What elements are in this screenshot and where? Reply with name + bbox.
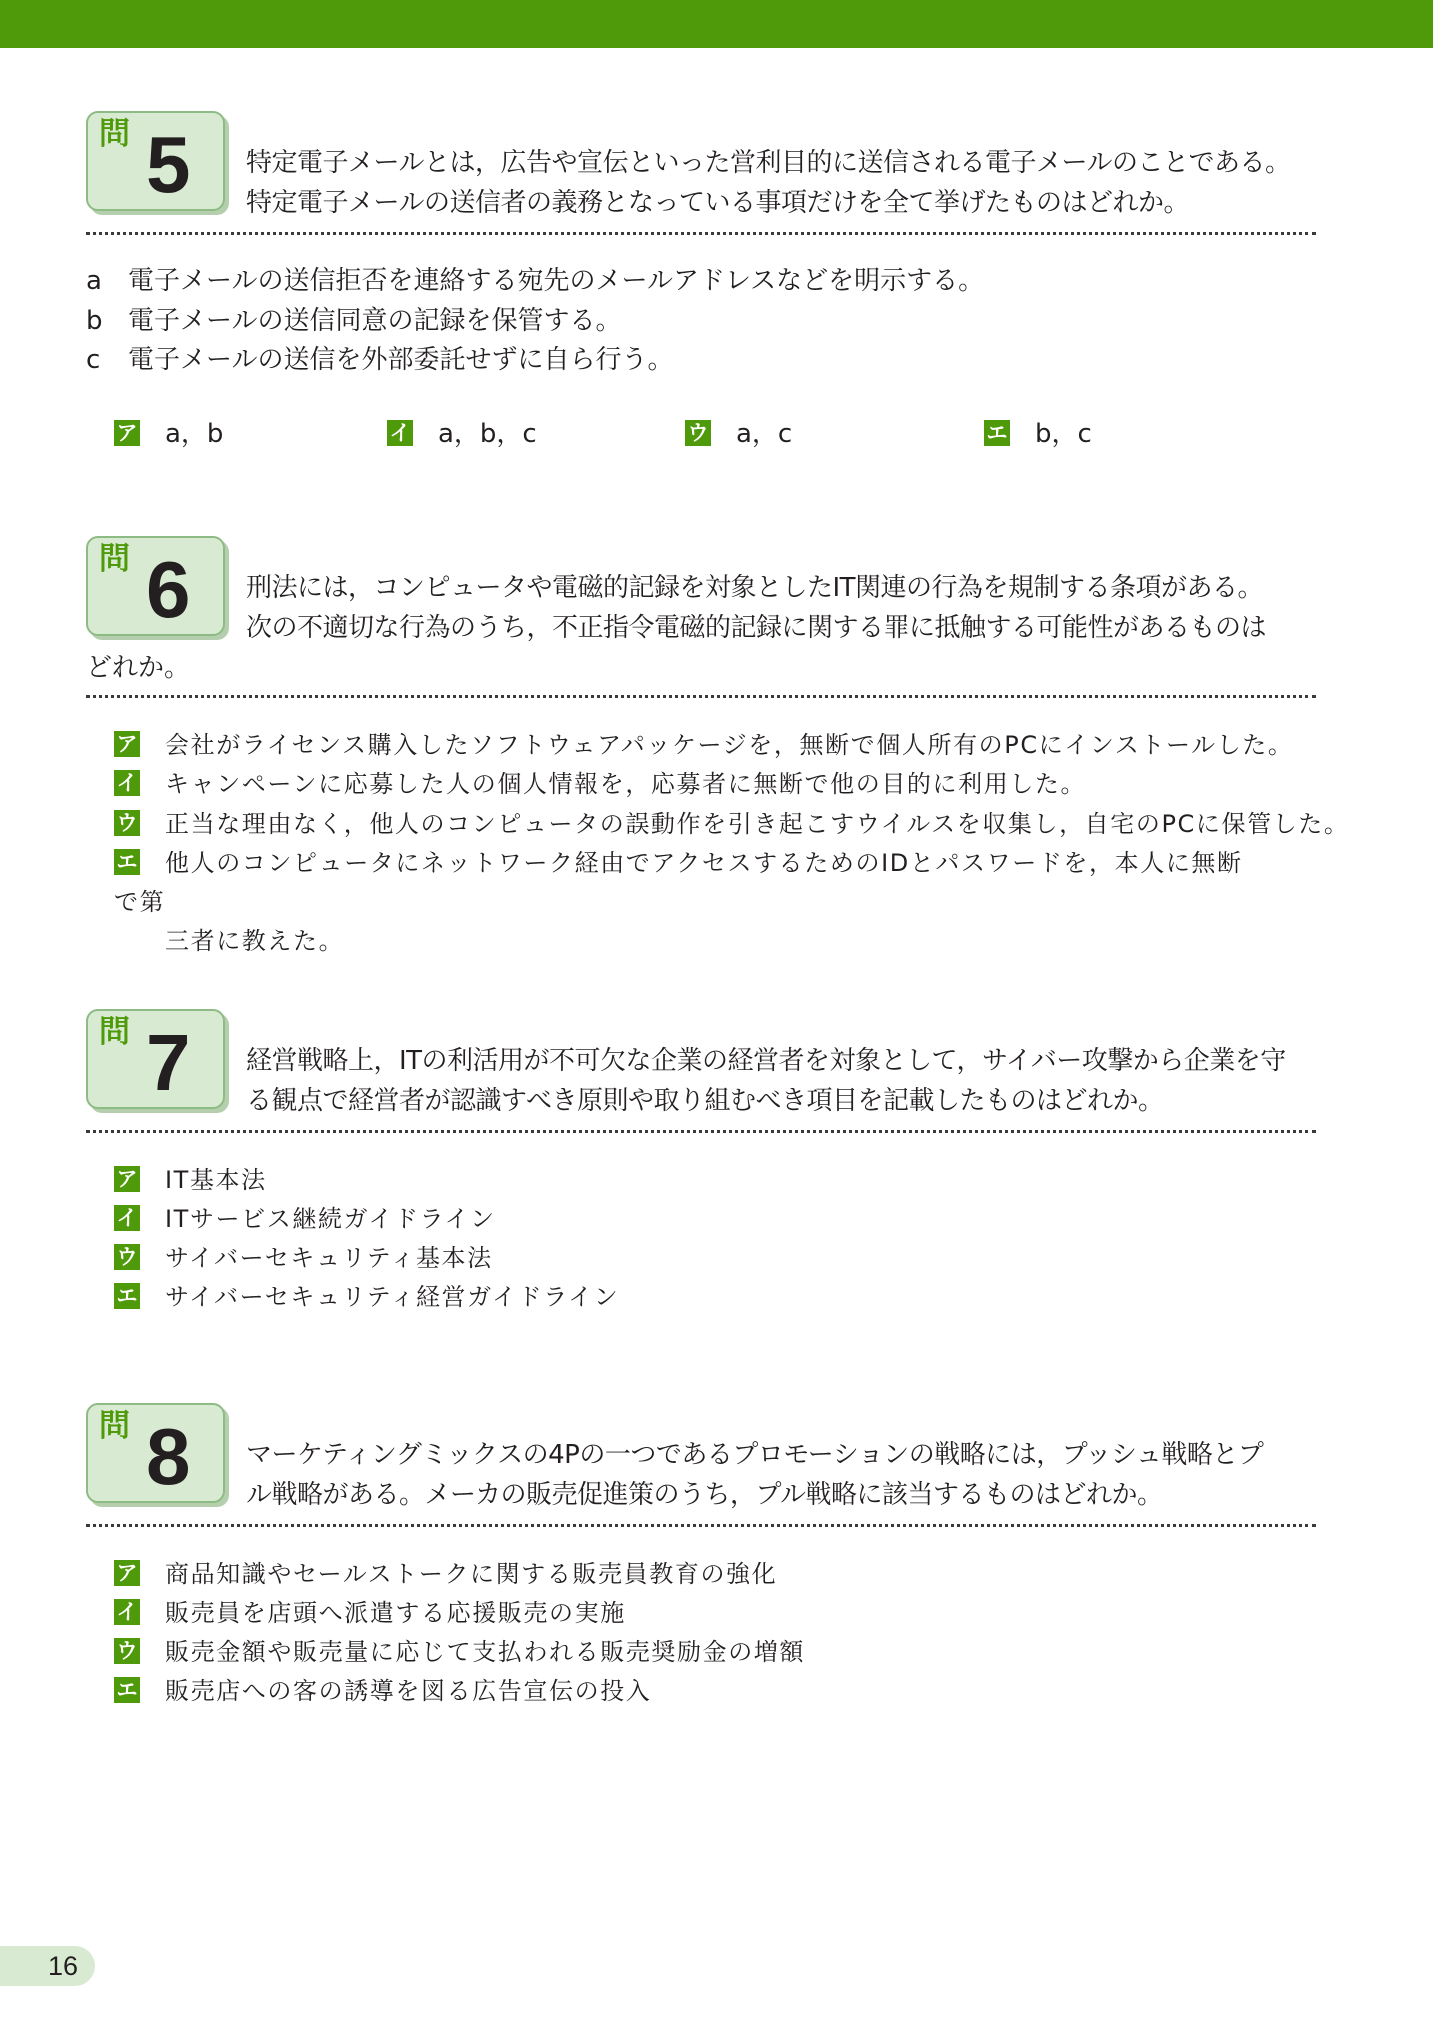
choice-u[interactable]: ウ 販売金額や販売量に応じて支払われる販売奨励金の増額 bbox=[114, 1633, 805, 1672]
question-number-badge bbox=[86, 1403, 225, 1503]
question-text-line: 経営戦略上，ITの利活用が不可欠な企業の経営者を対象として，サイバー攻撃から企業を守 bbox=[246, 1046, 1286, 1076]
top-header-band bbox=[0, 0, 1433, 48]
choice-a[interactable]: ア 商品知識やセールストークに関する販売員教育の強化 bbox=[114, 1555, 777, 1594]
question-badge-label: 問 bbox=[99, 1408, 130, 1444]
statement-a: a 電子メールの送信拒否を連絡する宛先のメールアドレスなどを明示する。 bbox=[86, 266, 985, 296]
question-text-line: 特定電子メールの送信者の義務となっている事項だけを全て挙げたものはどれか。 bbox=[246, 188, 1189, 218]
question-badge-label: 問 bbox=[99, 541, 130, 577]
choice-mark: ア bbox=[114, 1166, 140, 1192]
choice-i[interactable]: イ 販売員を店頭へ派遣する応援販売の実施 bbox=[114, 1594, 626, 1633]
answer-choices bbox=[114, 414, 1214, 454]
statement-b: b 電子メールの送信同意の記録を保管する。 bbox=[86, 306, 622, 336]
question-number: 8 bbox=[146, 1412, 191, 1501]
choice-mark: イ bbox=[114, 1599, 140, 1625]
page-number: 16 bbox=[48, 1951, 79, 1981]
choice-mark: エ bbox=[114, 1677, 140, 1703]
question-text bbox=[246, 1435, 1316, 1515]
question-number: 7 bbox=[146, 1018, 191, 1107]
question-text bbox=[246, 143, 1316, 223]
choice-mark: ア bbox=[114, 731, 140, 757]
question-text-line: 次の不適切な行為のうち，不正指令電磁的記録に関する罪に抵触する可能性があるものは bbox=[246, 613, 1267, 643]
question-text bbox=[246, 1041, 1316, 1121]
choice-mark: エ bbox=[114, 849, 140, 875]
choice-i[interactable]: イ a，b，c bbox=[387, 414, 537, 454]
question-text-line: どれか。 bbox=[86, 653, 191, 683]
dotted-divider bbox=[86, 695, 1316, 698]
choice-e[interactable]: エ 他人のコンピュータにネットワーク経由でアクセスするためのIDとパスワードを，本人に無断で第 三者に教えた。 bbox=[114, 849, 1243, 955]
question-number: 5 bbox=[146, 120, 191, 209]
statement-c: c 電子メールの送信を外部委託せずに自ら行う。 bbox=[86, 345, 674, 375]
choice-mark: エ bbox=[984, 420, 1010, 446]
question-badge-label: 問 bbox=[99, 116, 130, 152]
choice-mark: ウ bbox=[114, 810, 140, 836]
question-number-badge bbox=[86, 536, 225, 636]
choice-e[interactable]: エ サイバーセキュリティ経営ガイドライン bbox=[114, 1278, 619, 1317]
question-number-badge bbox=[86, 1009, 225, 1109]
choice-e[interactable]: エ 販売店への客の誘導を図る広告宣伝の投入 bbox=[114, 1672, 651, 1711]
choice-mark: イ bbox=[114, 1205, 140, 1231]
choice-u[interactable]: ウ a，c bbox=[685, 414, 792, 454]
choice-a[interactable]: ア 会社がライセンス購入したソフトウェアパッケージを，無断で個人所有のPCにインストールした。 bbox=[114, 726, 1294, 765]
choice-u[interactable]: ウ 正当な理由なく，他人のコンピュータの誤動作を引き起こすウイルスを収集し，自宅のPCに保管した。 bbox=[114, 805, 1350, 844]
question-text bbox=[246, 568, 1316, 648]
question-text-line: る観点で経営者が認識すべき原則や取り組むべき項目を記載したものはどれか。 bbox=[246, 1086, 1164, 1116]
question-badge-label: 問 bbox=[99, 1014, 130, 1050]
question-text-line: 刑法には，コンピュータや電磁的記録を対象としたIT関連の行為を規制する条項がある。 bbox=[246, 573, 1264, 603]
choice-e[interactable]: エ b，c bbox=[984, 414, 1092, 454]
dotted-divider bbox=[86, 1130, 1316, 1133]
choice-mark: ウ bbox=[114, 1244, 140, 1270]
choice-mark: エ bbox=[114, 1283, 140, 1309]
choice-a[interactable]: ア a，b bbox=[114, 414, 223, 454]
question-number: 6 bbox=[146, 545, 191, 634]
choice-mark: イ bbox=[387, 420, 413, 446]
question-number-badge bbox=[86, 111, 225, 211]
dotted-divider bbox=[86, 1524, 1316, 1527]
question-text-line: ル戦略がある。メーカの販売促進策のうち，プル戦略に該当するものはどれか。 bbox=[246, 1480, 1163, 1510]
choice-a[interactable]: ア IT基本法 bbox=[114, 1161, 267, 1200]
choice-mark: ア bbox=[114, 1560, 140, 1586]
choice-mark: ウ bbox=[685, 420, 711, 446]
question-text-line: 特定電子メールとは，広告や宣伝といった営利目的に送信される電子メールのことである。 bbox=[246, 148, 1291, 178]
choice-mark: ア bbox=[114, 420, 140, 446]
choice-i[interactable]: イ キャンペーンに応募した人の個人情報を，応募者に無断で他の目的に利用した。 bbox=[114, 765, 1086, 804]
dotted-divider bbox=[86, 232, 1316, 235]
question-text-line: マーケティングミックスの4Pの一つであるプロモーションの戦略には，プッシュ戦略とプ bbox=[246, 1440, 1264, 1470]
choice-i[interactable]: イ ITサービス継続ガイドライン bbox=[114, 1200, 496, 1239]
choice-mark: イ bbox=[114, 770, 140, 796]
choice-mark: ウ bbox=[114, 1638, 140, 1664]
choice-u[interactable]: ウ サイバーセキュリティ基本法 bbox=[114, 1239, 493, 1278]
